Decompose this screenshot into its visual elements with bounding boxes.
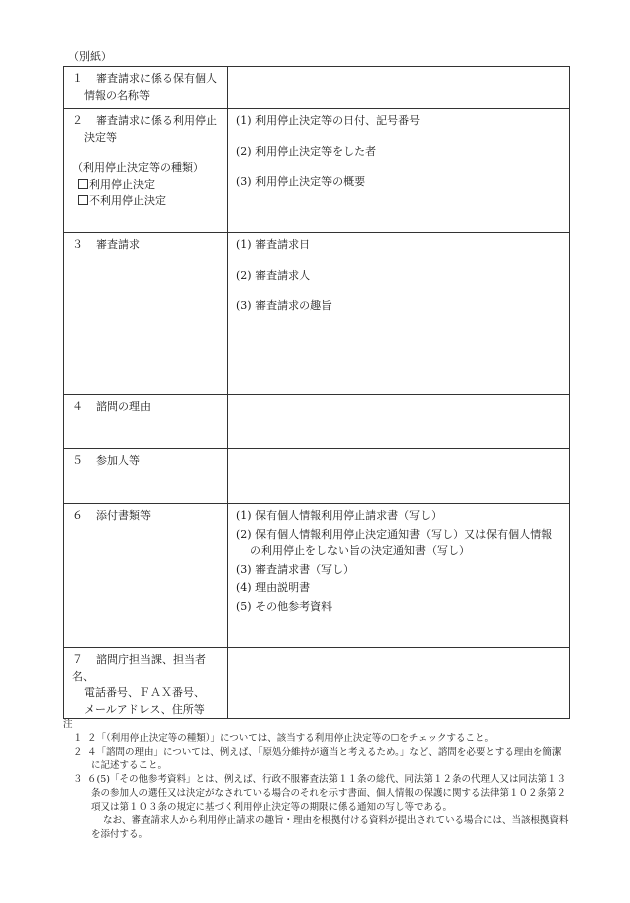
decision-type-heading: （利用停止決定等の種類） — [72, 161, 204, 174]
note-1-number: １ — [73, 732, 83, 744]
row-4-title: 諮問の理由 — [96, 400, 151, 413]
row-1-content-cell[interactable] — [228, 67, 570, 109]
row-6-content-cell[interactable] — [228, 504, 570, 648]
row-6-item-4: (4) 理由説明書 — [236, 581, 311, 594]
row-4-content-cell[interactable] — [228, 395, 570, 449]
row-3-item-2: (2) 審査請求人 — [236, 268, 311, 282]
row-2 — [64, 109, 570, 233]
row-3-label-cell — [64, 233, 228, 395]
row-6-item-1: (1) 保有個人情報利用停止請求書（写し） — [236, 509, 443, 522]
row-1-title-line2: 情報の名称等 — [84, 88, 150, 102]
row-5 — [64, 449, 570, 504]
row-4-label-cell — [64, 395, 228, 449]
row-2-number: ２ — [72, 114, 83, 127]
row-5-content-cell[interactable] — [228, 449, 570, 504]
note-2 — [63, 746, 569, 774]
row-3 — [64, 233, 570, 395]
row-1-number: １ — [72, 72, 83, 85]
row-7-title-line1: 諮問庁担当課、担当者名、 — [72, 653, 206, 683]
row-3-content-cell[interactable] — [228, 233, 570, 395]
row-4 — [64, 395, 570, 449]
note-2-text: ４「諮問の理由」については、例えば、「原処分維持が適当と考えるため。」など、諮問を必要とする理由を簡潔に記述すること。 — [87, 746, 562, 772]
row-2-item-3: (3) 利用停止決定等の概要 — [236, 175, 366, 188]
row-6-item-2: (2) 保有個人情報利用停止決定通知書（写し）又は保有個人情報の利用停止をしない旨の決定通知書（写し） — [236, 527, 553, 557]
note-1 — [63, 732, 569, 746]
consultation-form-table — [63, 66, 570, 719]
row-3-title: 審査請求 — [96, 238, 140, 251]
row-2-item-1: (1) 利用停止決定等の日付、記号番号 — [236, 114, 421, 127]
row-1-title-line1: 審査請求に係る保有個人 — [96, 72, 217, 85]
row-4-number: ４ — [72, 400, 83, 413]
checkbox-non-usage-stop[interactable] — [72, 193, 221, 210]
checkbox-usage-stop-label: 利用停止決定 — [89, 177, 155, 191]
attachment-label: （別紙） — [68, 50, 112, 63]
note-1-text: ２「（利用停止決定等の種類）」については、該当する利用停止決定等の☐をチェックすること。 — [87, 732, 495, 744]
row-2-content-cell[interactable] — [228, 109, 570, 233]
row-1-label-cell — [64, 67, 228, 109]
row-3-item-3: (3) 審査請求の趣旨 — [236, 299, 333, 312]
row-6 — [64, 504, 570, 648]
row-2-label-cell — [64, 109, 228, 233]
row-3-item-1: (1) 審査請求日 — [236, 238, 311, 251]
row-7-content-cell[interactable] — [228, 648, 570, 719]
notes-section — [63, 718, 569, 842]
row-7-number: ７ — [72, 653, 83, 666]
notes-label: 注 — [63, 719, 73, 730]
row-5-title: 参加人等 — [96, 454, 140, 467]
row-7-label-cell — [64, 648, 228, 719]
row-6-title: 添付書類等 — [96, 509, 151, 522]
note-3 — [63, 773, 569, 814]
row-6-item-3: (3) 審査請求書（写し） — [236, 562, 355, 576]
checkbox-usage-stop[interactable] — [72, 177, 221, 194]
row-7 — [64, 648, 570, 719]
note-2-number: ２ — [73, 746, 83, 758]
row-1 — [64, 67, 570, 109]
row-5-number: ５ — [72, 454, 83, 467]
row-7-title-line3: メールアドレス、住所等 — [84, 702, 205, 716]
checkbox-square-icon[interactable] — [78, 179, 88, 189]
row-6-label-cell — [64, 504, 228, 648]
note-3-text: ６(5)「その他参考資料」とは、例えば、行政不服審査法第１１条の総代、同法第１２条の代理人又は同法第１３条の参加人の選任又は決定がなされている場合のそれを示す書面、個人情報の保護に関する法律第１０２条第２項又は第１０３条の規定に基づく利用停止決定等の期限に係る通知の写し等である。 — [87, 774, 567, 813]
row-5-label-cell — [64, 449, 228, 504]
note-3-number: ３ — [73, 774, 83, 786]
row-3-number: ３ — [72, 238, 83, 251]
row-6-item-5: (5) その他参考資料 — [236, 599, 333, 613]
note-3-continuation: なお、審査請求人から利用停止請求の趣旨・理由を根拠付ける資料が提出されている場合には、当該根拠資料を添付する。 — [91, 815, 569, 841]
checkbox-square-icon[interactable] — [78, 195, 88, 205]
row-6-number: ６ — [72, 509, 83, 522]
row-2-title-line2: 決定等 — [84, 130, 117, 144]
checkbox-non-usage-stop-label: 不利用停止決定 — [89, 194, 166, 207]
row-2-title-line1: 審査請求に係る利用停止 — [96, 114, 217, 127]
row-2-item-2: (2) 利用停止決定等をした者 — [236, 144, 377, 158]
row-7-title-line2: 電話番号、ＦＡＸ番号、 — [84, 686, 205, 699]
